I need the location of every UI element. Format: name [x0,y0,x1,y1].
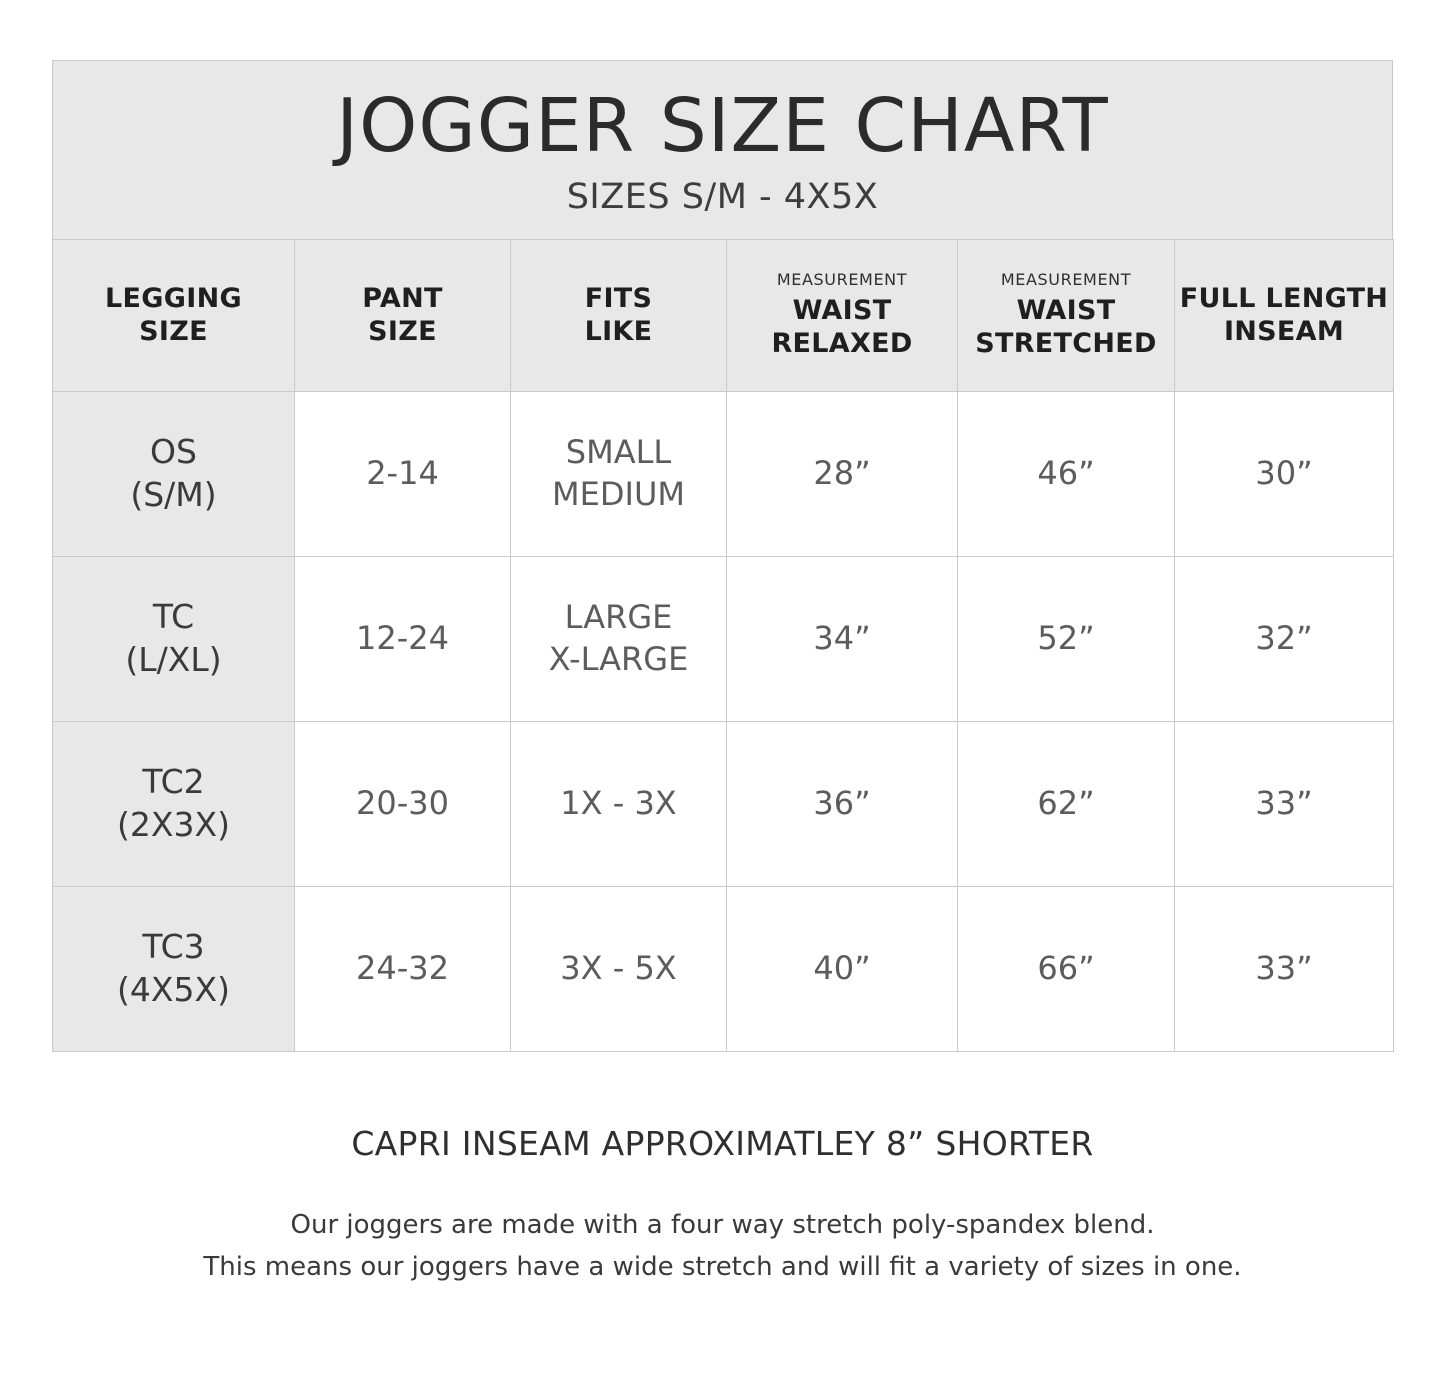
table-row [53,721,1394,886]
cell-waist-stretched: 66” [958,886,1175,1051]
fits-like-sub: X-LARGE [548,639,689,678]
cell-pant-size: 24-32 [295,886,511,1051]
cell-waist-stretched: 52” [958,556,1175,721]
table-header-row [53,239,1394,391]
column-header-line1: FULL LENGTH [1179,282,1389,314]
legging-size-value: OS [150,432,197,472]
column-eyebrow: MEASUREMENT [776,269,908,289]
legging-size-sub: (2X3X) [117,804,230,844]
column-header-line1: WAIST [1016,294,1116,326]
cell-waist-relaxed: 40” [727,886,958,1051]
column-header-full-length-inseam [1175,239,1394,391]
capri-note: CAPRI INSEAM APPROXIMATLEY 8” SHORTER [351,1123,1094,1163]
fits-like-sub: MEDIUM [552,474,685,513]
cell-full-length-inseam: 32” [1175,556,1394,721]
column-header-legging-size [53,239,295,391]
cell-legging-size [53,721,295,886]
cell-legging-size [53,391,295,556]
column-header-line2: SIZE [368,316,437,348]
fabric-note-line-1: Our joggers are made with a four way stretch poly-spandex blend. [290,1209,1155,1240]
cell-fits-like [511,391,727,556]
page-title: JOGGER SIZE CHART [336,83,1109,169]
legging-size-sub: (S/M) [130,474,217,514]
column-header-line1: WAIST [792,294,892,326]
cell-waist-relaxed: 36” [727,721,958,886]
fabric-note-line-2: This means our joggers have a wide stretch and will fit a variety of sizes in one. [203,1251,1242,1282]
fabric-note [52,1205,1393,1288]
column-header-waist-relaxed [727,239,958,391]
column-eyebrow: MEASUREMENT [1000,269,1132,289]
cell-full-length-inseam: 30” [1175,391,1394,556]
cell-legging-size [53,556,295,721]
cell-pant-size: 20-30 [295,721,511,886]
cell-full-length-inseam: 33” [1175,721,1394,886]
cell-waist-stretched: 46” [958,391,1175,556]
page-subtitle: SIZES S/M - 4X5X [566,176,879,217]
cell-pant-size: 12-24 [295,556,511,721]
cell-fits-like [511,721,727,886]
legging-size-sub: (4X5X) [117,969,230,1009]
table-row [53,391,1394,556]
fits-like-value: 1X - 3X [560,784,677,823]
column-header-pant-size [295,239,511,391]
cell-fits-like [511,556,727,721]
legging-size-value: TC3 [142,927,205,967]
column-header-line1: LEGGING [105,282,242,314]
cell-full-length-inseam: 33” [1175,886,1394,1051]
chart-header [52,60,1393,239]
table-row [53,556,1394,721]
size-chart-table [52,239,1394,1052]
cell-waist-stretched: 62” [958,721,1175,886]
table-row [53,886,1394,1051]
cell-waist-relaxed: 34” [727,556,958,721]
cell-legging-size [53,886,295,1051]
column-header-line2: INSEAM [1223,316,1345,348]
fits-like-value: SMALL [565,433,672,472]
column-header-line2: STRETCHED [975,328,1157,360]
fits-like-value: 3X - 5X [560,949,677,988]
cell-waist-relaxed: 28” [727,391,958,556]
legging-size-sub: (L/XL) [125,639,222,679]
column-header-line2: SIZE [139,316,208,348]
legging-size-value: TC [152,597,195,637]
size-chart-container [52,60,1393,1288]
legging-size-value: TC2 [142,762,205,802]
cell-fits-like [511,886,727,1051]
cell-pant-size: 2-14 [295,391,511,556]
fits-like-value: LARGE [564,598,673,637]
column-header-line2: RELAXED [771,328,913,360]
column-header-waist-stretched [958,239,1175,391]
column-header-line1: PANT [362,282,443,314]
column-header-line1: FITS [584,282,653,314]
column-header-fits-like [511,239,727,391]
column-header-line2: LIKE [584,316,653,348]
